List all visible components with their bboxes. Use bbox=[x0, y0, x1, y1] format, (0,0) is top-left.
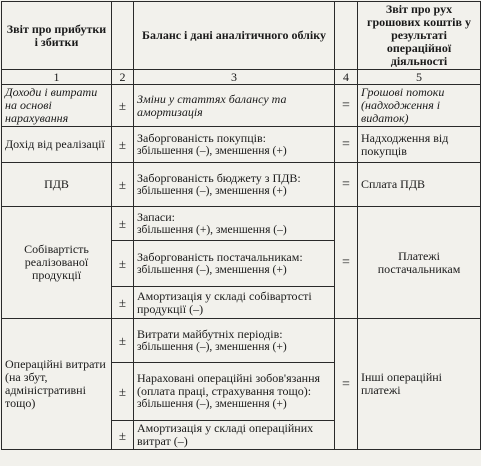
header-row bbox=[2, 2, 481, 70]
row-mid: Амортизація у складі операційних витрат (–) bbox=[134, 421, 335, 450]
mid-title: Заборгованість бюджету з ПДВ: bbox=[137, 170, 301, 185]
row-mid: Зміни у статтях балансу та амортизація bbox=[134, 85, 335, 127]
header-blank bbox=[335, 2, 358, 70]
column-number: 5 bbox=[358, 70, 481, 85]
plus-minus-sign: ± bbox=[112, 363, 134, 421]
mid-title: Запаси: bbox=[137, 209, 176, 224]
header-balance: Баланс і дані аналітичного обліку bbox=[134, 2, 335, 70]
row-left: Операційні витрати (на збут, адміністративні тощо) bbox=[2, 319, 112, 450]
row-left: ПДВ bbox=[2, 163, 112, 207]
row-mid: Амортизація у складі собівартості продукції (–) bbox=[134, 287, 335, 319]
row-left: Дохід від реалізації bbox=[2, 127, 112, 163]
table-row bbox=[2, 85, 481, 127]
table-row bbox=[2, 163, 481, 207]
equals-sign: = bbox=[335, 127, 358, 163]
plus-minus-sign: ± bbox=[112, 207, 134, 241]
column-number: 1 bbox=[2, 70, 112, 85]
header-blank bbox=[112, 2, 134, 70]
row-mid bbox=[134, 163, 335, 207]
row-left: Доходи і витрати на основі нарахування bbox=[2, 85, 112, 127]
column-number: 2 bbox=[112, 70, 134, 85]
header-cashflow: Звіт про рух грошових коштів у результаті операційної діяльності bbox=[358, 2, 481, 70]
plus-minus-sign: ± bbox=[112, 421, 134, 450]
mid-title: Заборгованість постачальникам: bbox=[137, 249, 303, 264]
equals-sign: = bbox=[335, 207, 358, 319]
mid-note: збільшення (–), зменшення (+) bbox=[137, 263, 287, 276]
row-right: Платежі постачальникам bbox=[358, 207, 481, 319]
row-mid bbox=[134, 207, 335, 241]
mid-title: Заборгованість покупців: bbox=[137, 130, 266, 145]
row-mid bbox=[134, 241, 335, 287]
column-number: 4 bbox=[335, 70, 358, 85]
plus-minus-sign: ± bbox=[112, 241, 134, 287]
row-mid bbox=[134, 319, 335, 363]
table-row bbox=[2, 127, 481, 163]
row-right: Інші операційні платежі bbox=[358, 319, 481, 450]
column-number: 3 bbox=[134, 70, 335, 85]
row-left: Собівартість реалізованої продукції bbox=[2, 207, 112, 319]
equals-sign: = bbox=[335, 319, 358, 450]
header-income-statement: Звіт про прибутки і збитки bbox=[2, 2, 112, 70]
cashflow-table bbox=[1, 1, 481, 450]
table-row bbox=[2, 319, 481, 363]
row-mid bbox=[134, 127, 335, 163]
mid-note: збільшення (–), зменшення (+) bbox=[137, 144, 287, 157]
table-row bbox=[2, 207, 481, 241]
row-right: Грошові потоки (надходження і видаток) bbox=[358, 85, 481, 127]
plus-minus-sign: ± bbox=[112, 319, 134, 363]
mid-note: збільшення (–), зменшення (+) bbox=[137, 340, 287, 353]
mid-title: Витрати майбутніх періодів: bbox=[137, 326, 283, 341]
mid-title: Нараховані операційні зобов'язання (оплата праці, страхування тощо): bbox=[137, 371, 321, 398]
mid-note: збільшення (+), зменшення (–) bbox=[137, 223, 287, 236]
mid-note: збільшення (–), зменшення (+) bbox=[137, 184, 287, 197]
mid-note: збільшення (–), зменшення (+) bbox=[137, 398, 287, 410]
plus-minus-sign: ± bbox=[112, 287, 134, 319]
plus-minus-sign: ± bbox=[112, 127, 134, 163]
column-numbers-row bbox=[2, 70, 481, 85]
row-mid bbox=[134, 363, 335, 421]
equals-sign: = bbox=[335, 163, 358, 207]
equals-sign: = bbox=[335, 85, 358, 127]
row-right: Сплата ПДВ bbox=[358, 163, 481, 207]
plus-minus-sign: ± bbox=[112, 85, 134, 127]
row-right: Надходження від покупців bbox=[358, 127, 481, 163]
plus-minus-sign: ± bbox=[112, 163, 134, 207]
